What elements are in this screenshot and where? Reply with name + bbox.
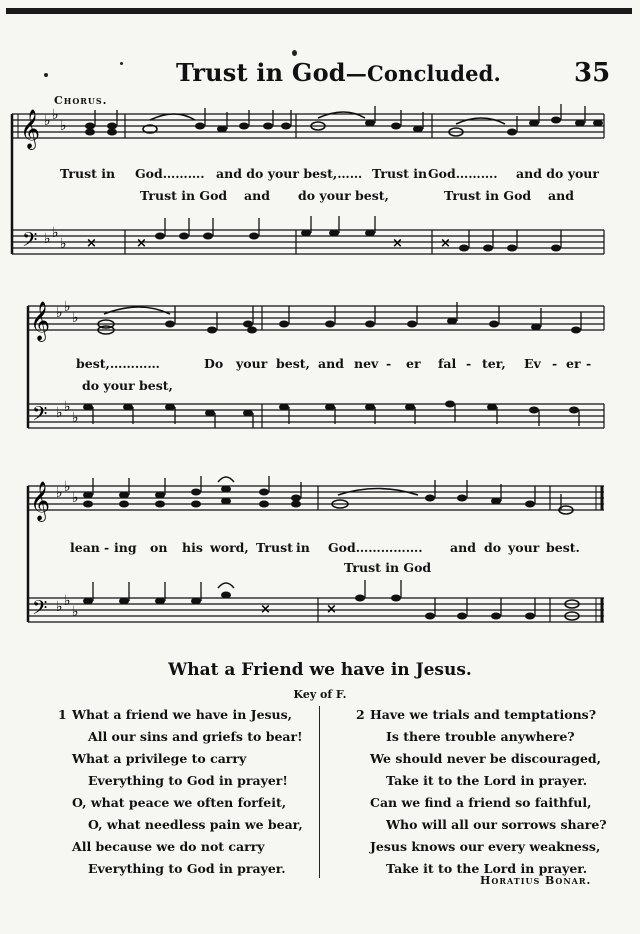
verse-line: O, what needless pain we bear, xyxy=(88,817,303,832)
lyric-alt-syllable: do your best, xyxy=(82,378,173,393)
lyric-syllable: best. xyxy=(546,540,580,555)
svg-text:♭: ♭ xyxy=(64,299,71,315)
lyric-syllable: and do your best,…… xyxy=(216,166,363,181)
lyric-syllable: God………. xyxy=(135,166,205,181)
verse-number: 2 xyxy=(356,707,365,722)
lyric-syllable: and xyxy=(318,356,344,371)
lyric-syllable: best, xyxy=(276,356,310,371)
verse-line: Everything to God in prayer! xyxy=(88,773,288,788)
lyric-syllable: your xyxy=(236,356,268,371)
verse-line: All our sins and griefs to bear! xyxy=(88,729,303,744)
lyric-syllable: lean xyxy=(70,540,100,555)
lyric-syllable: on xyxy=(150,540,168,555)
lyric-syllable: er xyxy=(566,356,581,371)
svg-text:♭: ♭ xyxy=(44,231,51,247)
lyric-syllable: nev xyxy=(354,356,379,371)
svg-text:♭: ♭ xyxy=(72,310,79,326)
verse-line: Jesus knows our every weakness, xyxy=(370,839,601,854)
verse-2 xyxy=(356,704,607,880)
verse-line: Have we trials and temptations? xyxy=(370,707,597,722)
lyric-alt-syllable: and xyxy=(548,188,574,203)
lyric-syllable: - xyxy=(466,356,472,371)
lyric-syllable: Trust in xyxy=(372,166,428,181)
svg-text:♭: ♭ xyxy=(52,225,59,241)
svg-text:𝄢: 𝄢 xyxy=(32,402,48,430)
svg-text:♭: ♭ xyxy=(56,485,63,501)
column-divider xyxy=(319,706,320,878)
svg-text:𝄢: 𝄢 xyxy=(22,228,38,256)
page-header xyxy=(0,58,640,98)
svg-text:×: × xyxy=(392,236,403,251)
lyric-syllable: - xyxy=(386,356,392,371)
verse-line: All because we do not carry xyxy=(72,839,265,854)
svg-text:♭: ♭ xyxy=(64,479,71,495)
svg-text:♭: ♭ xyxy=(56,405,63,421)
verse-line: What a friend we have in Jesus, xyxy=(72,707,293,722)
svg-text:♭: ♭ xyxy=(64,399,71,415)
lyric-syllable: Trust xyxy=(256,540,293,555)
score-system-3 xyxy=(0,470,640,640)
lyric-syllable: - xyxy=(586,356,592,371)
ink-speck xyxy=(292,50,297,56)
svg-text:𝄞: 𝄞 xyxy=(20,109,41,149)
lyric-syllable: his xyxy=(182,540,203,555)
verse-1 xyxy=(58,704,303,880)
svg-text:𝄢: 𝄢 xyxy=(32,596,48,624)
lyric-syllable: Do xyxy=(204,356,224,371)
score-system-1 xyxy=(0,100,640,270)
lyric-alt-syllable: Trust in God xyxy=(344,560,432,575)
lyric-syllable: God……………. xyxy=(328,540,423,555)
verse-line: Take it to the Lord in prayer. xyxy=(386,773,588,788)
lyric-syllable: word, xyxy=(210,540,249,555)
lyric-syllable: Ev xyxy=(524,356,541,371)
svg-text:×: × xyxy=(136,236,147,251)
lyric-alt-syllable: and xyxy=(244,188,270,203)
verse-line: Take it to the Lord in prayer. xyxy=(386,861,588,876)
verse-number: 1 xyxy=(58,707,67,722)
lyric-syllable: your xyxy=(508,540,540,555)
verse-line: Is there trouble anywhere? xyxy=(386,729,575,744)
lyric-alt-syllable: do your best, xyxy=(298,188,389,203)
svg-text:𝄞: 𝄞 xyxy=(30,481,51,521)
lyric-syllable: Trust in xyxy=(60,166,116,181)
svg-text:×: × xyxy=(326,602,337,617)
chorus-label: Chorus. xyxy=(54,94,108,107)
svg-text:♭: ♭ xyxy=(52,107,59,123)
verse-line: Can we find a friend so faithful, xyxy=(370,795,592,810)
svg-text:♭: ♭ xyxy=(72,490,79,506)
song-title: Trust in God xyxy=(176,58,346,87)
verse-line: Who will all our sorrows share? xyxy=(386,817,607,832)
svg-text:♭: ♭ xyxy=(56,599,63,615)
lyric-syllable: best,………… xyxy=(76,356,160,371)
svg-text:♭: ♭ xyxy=(60,236,67,252)
music-system-2 xyxy=(0,292,640,462)
score-system-2 xyxy=(0,292,640,462)
svg-text:𝄞: 𝄞 xyxy=(30,301,51,341)
lyric-syllable: ter, xyxy=(482,356,506,371)
verse-line: What a privilege to carry xyxy=(72,751,247,766)
page-title xyxy=(176,58,501,87)
lyric-alt-syllable: Trust in God xyxy=(444,188,532,203)
lyric-syllable: fal xyxy=(438,356,457,371)
lyric-syllable: and xyxy=(450,540,476,555)
lyric-syllable: er xyxy=(406,356,421,371)
lyric-syllable: and do your xyxy=(516,166,599,181)
lyric-syllable: do xyxy=(484,540,502,555)
svg-text:♭: ♭ xyxy=(72,410,79,426)
svg-text:♭: ♭ xyxy=(64,593,71,609)
lyric-syllable: ing xyxy=(114,540,137,555)
svg-text:♭: ♭ xyxy=(44,113,51,129)
music-system-1 xyxy=(0,100,640,270)
svg-text:×: × xyxy=(260,602,271,617)
lyric-syllable: in xyxy=(296,540,310,555)
svg-text:♭: ♭ xyxy=(72,604,79,620)
verse-line: Everything to God in prayer. xyxy=(88,861,286,876)
svg-text:×: × xyxy=(440,236,451,251)
page-number: 35 xyxy=(574,58,611,88)
hymn-key: Key of F. xyxy=(293,688,347,701)
lyric-syllable: God………. xyxy=(428,166,498,181)
lyric-syllable: - xyxy=(104,540,110,555)
song-subtitle: —Concluded. xyxy=(345,61,502,86)
lyric-alt-syllable: Trust in God xyxy=(140,188,228,203)
verse-line: We should never be discouraged, xyxy=(370,751,601,766)
verse-line: O, what peace we often forfeit, xyxy=(72,795,287,810)
svg-text:♭: ♭ xyxy=(56,305,63,321)
svg-text:♭: ♭ xyxy=(60,118,67,134)
author-credit: Horatius Bonar. xyxy=(480,874,592,887)
svg-text:×: × xyxy=(86,236,97,251)
music-system-3 xyxy=(0,470,640,640)
lyric-syllable: - xyxy=(552,356,558,371)
hymn-title: What a Friend we have in Jesus. xyxy=(168,660,472,680)
